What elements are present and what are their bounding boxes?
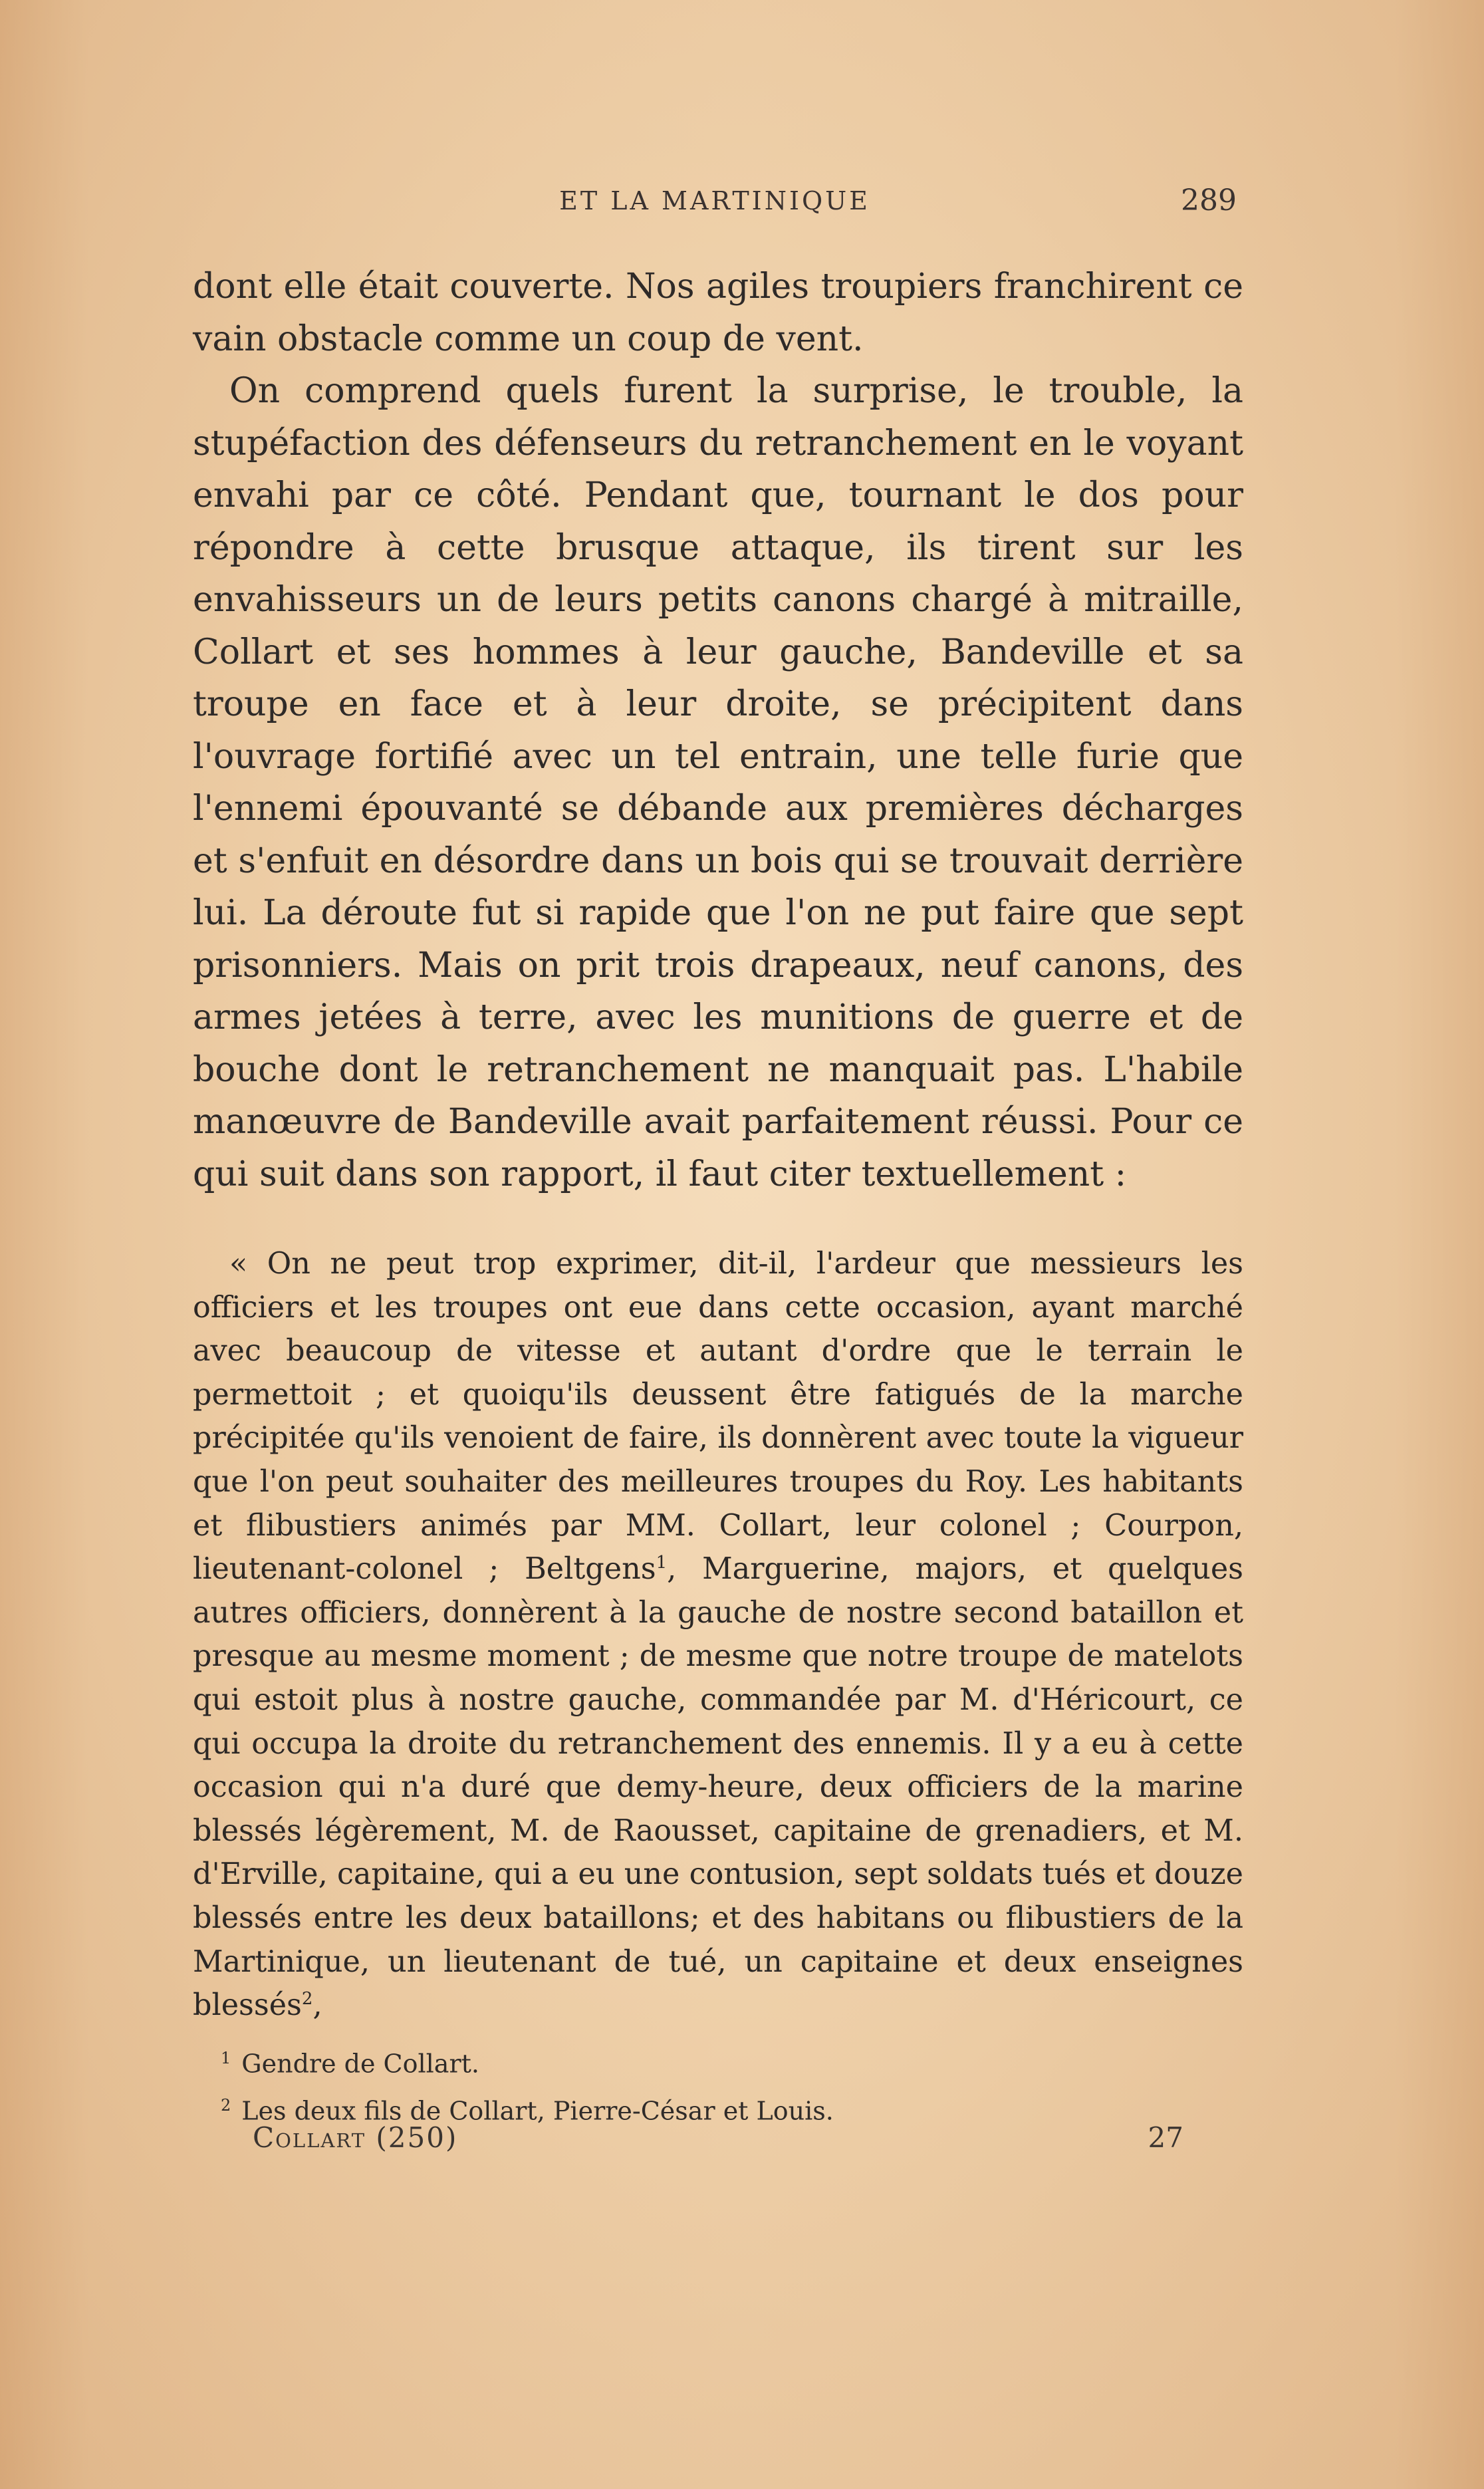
page-header <box>193 178 1237 231</box>
footnotes <box>193 2037 1243 2131</box>
main-text <box>193 261 1243 1200</box>
paragraph-continuation: dont elle était couverte. Nos agiles troupiers franchirent ce vain obstacle comme un coup de vent. <box>193 267 1243 359</box>
page-number: 289 <box>1181 184 1237 217</box>
signature-sheet-number: 27 <box>1148 2121 1183 2154</box>
quote-part-2: , Marguerine, majors, et quelques autres officiers, donnèrent à la gauche de nostre second bataillon et presque au mesme moment ; de mesme que notre troupe de matelots qui estoit plus à nostre gauche, commandée par M. d'Héricourt, ce qui occupa la droite du retranchement des ennemis. Il y a eu à cette occasion qui n'a duré que demy-heure, deux officiers de la marine blessés légèrement, M. de Raousset, capitaine de grenadiers, et M. d'Erville, capitaine, qui a eu une contusion, sept soldats tués et douze blessés entre les deux bataillons; et des habitans ou flibustiers de la Martinique, un lieutenant de tué, un capitaine et deux enseignes blessés <box>193 1552 1243 2023</box>
footnote-ref-2: 2 <box>301 1989 313 2010</box>
printer-signature <box>253 2121 1183 2161</box>
signature-title: Collart (250) <box>253 2121 458 2154</box>
paragraph-assault: On comprend quels furent la surprise, le trouble, la stupéfaction des défenseurs du retranchement en le voyant envahi par ce côté. Pendant que, tournant le dos pour répondre à cette brusque attaque, ils tirent sur les envahisseurs un de leurs petits canons chargé à mitraille, Collart et ses hommes à leur gauche, Bandeville et sa troupe en face et à leur droite, se précipitent dans l'ouvrage fortifié avec un tel entrain, une telle furie que l'ennemi épouvanté se débande aux premières décharges et s'enfuit en désordre dans un bois qui se trouvait derrière lui. La déroute fut si rapide que l'on ne put faire que sept prisonniers. Mais on prit trois drapeaux, neuf canons, des armes jetées à terre, avec les munitions de guerre et de bouche dont le retranchement ne manquait pas. L'habile manœuvre de Bandeville avait parfaitement réussi. Pour ce qui suit dans son rapport, il faut citer textuellement : <box>193 371 1243 1194</box>
footnote-ref-1: 1 <box>656 1553 668 1573</box>
quote-part-1: « On ne peut trop exprimer, dit-il, l'ardeur que messieurs les officiers et les troupes ont eue dans cette occasion, ayant marché avec beaucoup de vitesse et autant d'ordre que le terrain le permettoit ; et quoiqu'ils deussent être fatigués de la marche précipitée qu'ils venoient de faire, ils donnèrent avec toute la vigueur que l'on peut souhaiter des meilleures troupes du Roy. Les habitants et flibustiers animés par MM. Collart, leur colonel ; Courpon, lieutenant-colonel ; Beltgens <box>193 1247 1243 1587</box>
running-title: ET LA MARTINIQUE <box>559 186 870 215</box>
footnote-2-mark: 2 <box>221 2095 231 2115</box>
quote-part-3: , <box>312 1988 322 2023</box>
footnote-1 <box>193 2037 1243 2085</box>
quoted-report <box>193 1242 1243 2028</box>
footnote-1-mark: 1 <box>221 2049 231 2067</box>
footnote-2-text: Les deux fils de Collart, Pierre-César et Louis. <box>241 2096 834 2126</box>
footnote-1-text: Gendre de Collart. <box>241 2049 479 2079</box>
